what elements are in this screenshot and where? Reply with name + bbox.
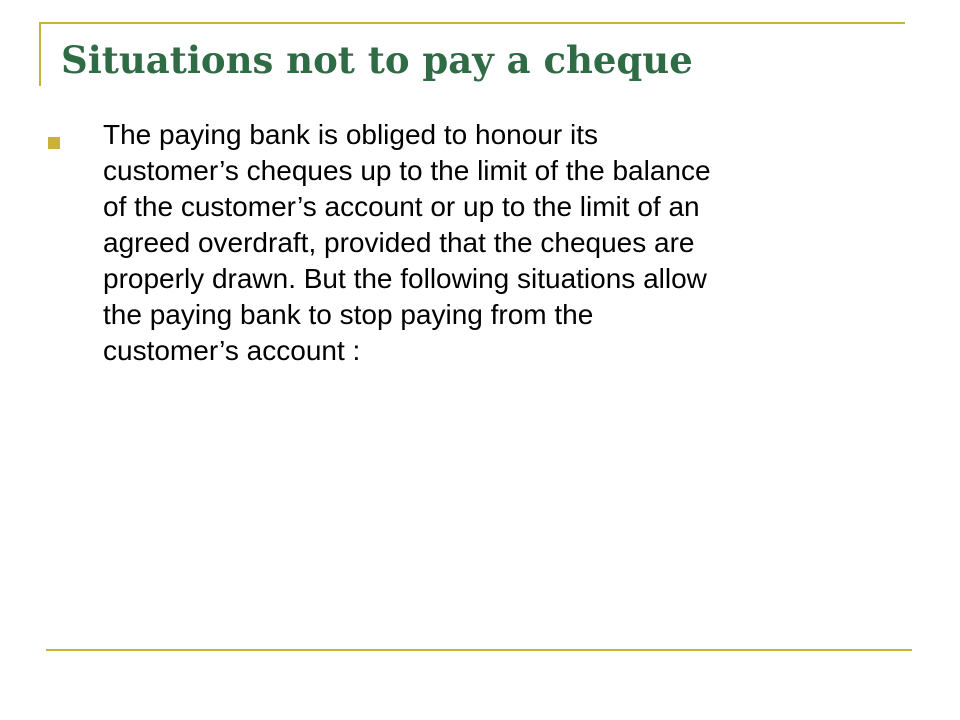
bullet-list: [48, 117, 928, 369]
square-bullet-icon: [48, 137, 60, 149]
bottom-decorative-rule: [46, 649, 912, 651]
top-decorative-rule: [41, 22, 905, 24]
bullet-text: The paying bank is obliged to honour its customer’s cheques up to the limit of the balance of the customer’s account or up to the limit of an agreed overdraft, provided that the cheques are properly drawn. But the following situations allow the paying bank to stop paying from the customer’s account :: [103, 119, 711, 366]
left-decorative-rule: [39, 22, 41, 86]
slide-title: Situations not to pay a cheque: [61, 38, 693, 82]
bullet-item: [48, 117, 928, 369]
